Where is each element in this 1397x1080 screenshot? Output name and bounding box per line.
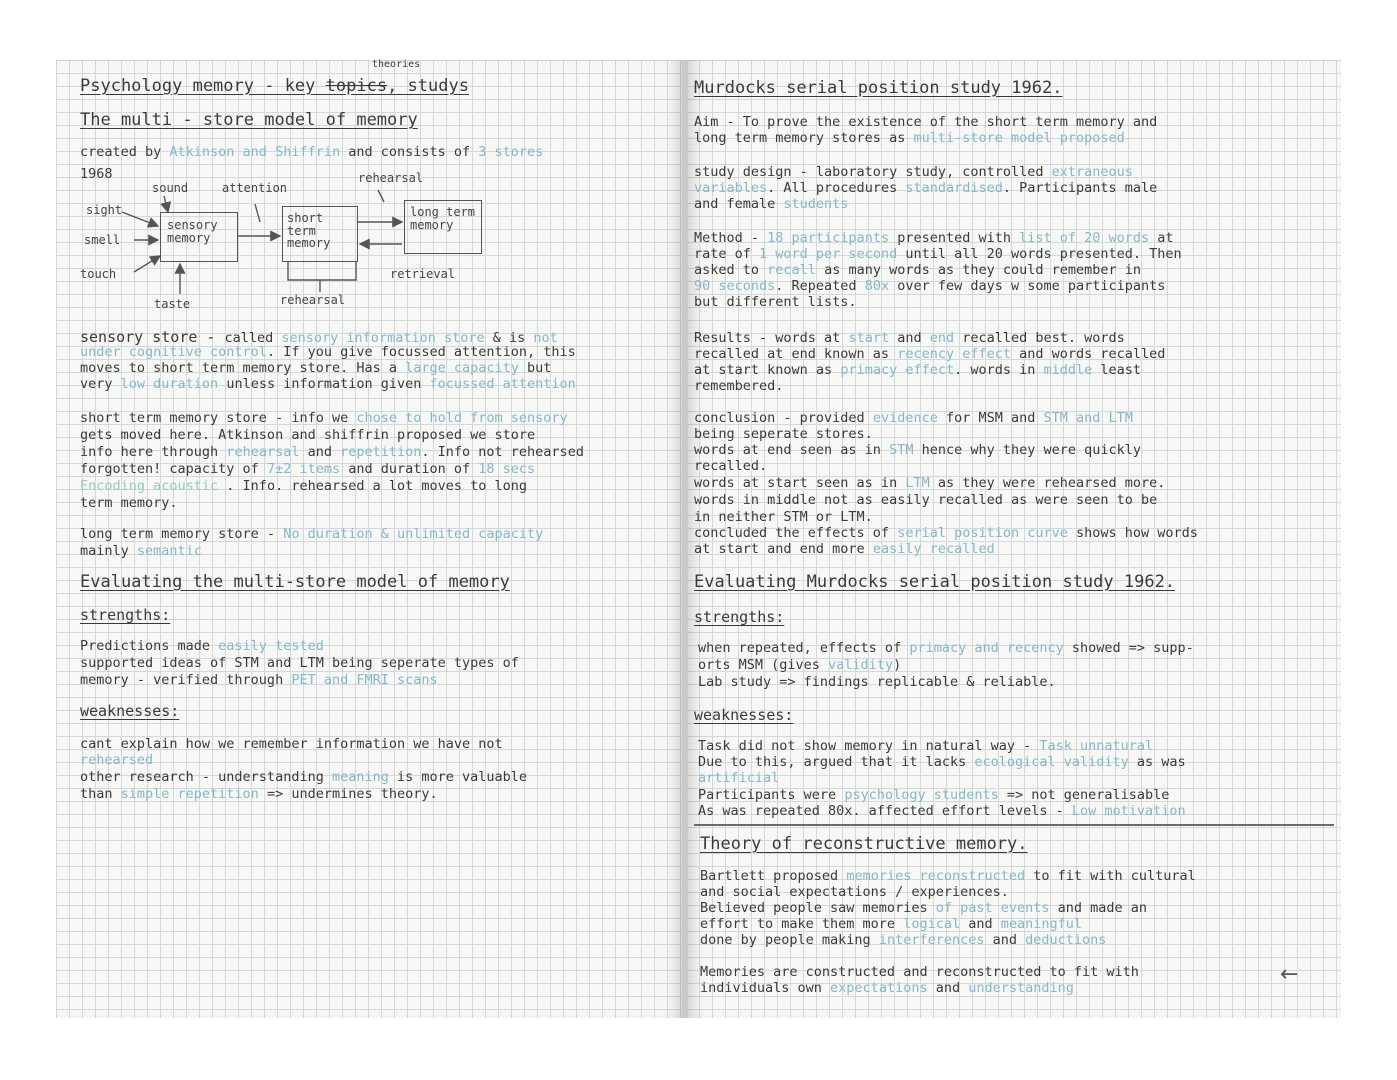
strength-text: orts MSM (gives (698, 657, 829, 673)
recon-highlight: expectations (830, 980, 928, 996)
sensory-highlight: under cognitive control (80, 344, 267, 360)
recon-highlight: interferences (878, 932, 985, 948)
left-weakness-line-2: rehearsed (80, 752, 154, 768)
recon-highlight: deductions (1025, 932, 1107, 948)
conclusion-line-5 (694, 477, 1165, 491)
stm-line-4 (80, 463, 535, 477)
sensory-text: very (80, 376, 121, 392)
results-text: recalled at end known as (694, 346, 898, 362)
created-highlight: 3 stores (478, 144, 544, 160)
right-weakness-line-1 (698, 740, 1153, 754)
aim-text: long term memory stores as (694, 130, 914, 146)
input-taste: taste (154, 297, 191, 311)
aim-line-2 (694, 132, 1125, 146)
rehearsal-pointer (378, 190, 384, 202)
design-text: study design - laboratory study, controlled (694, 164, 1052, 180)
sensory-line-3 (80, 362, 551, 376)
recon-text: effort to make them more (700, 916, 904, 932)
weakness-text: Participants were (698, 787, 845, 803)
stm-highlight: repetition (340, 444, 422, 460)
sensory-highlight: low duration (120, 376, 219, 392)
conclusion-line-4: recalled. (694, 458, 768, 474)
stm-line-5 (80, 480, 527, 494)
conclusion-highlight: easily recalled (872, 541, 995, 557)
weakness-text: is more valuable (388, 769, 528, 785)
weakness-highlight: Low motivation (1071, 803, 1186, 819)
arrow-sound (164, 196, 168, 212)
recon-text: and (927, 980, 969, 996)
stm-text: forgotten! capacity of (80, 461, 267, 477)
attention-label: attention (222, 181, 288, 195)
stm-text: info we (291, 410, 357, 426)
stm-text: info here through (80, 444, 227, 460)
sensory-text: . If you give focussed attention, this (266, 344, 576, 360)
stm-text: . Info not rehearsed (421, 444, 584, 460)
input-sight: sight (86, 203, 123, 217)
weakness-text: => undermines theory. (258, 786, 438, 802)
recon-heading: Theory of reconstructive memory. (700, 834, 1028, 854)
conclusion-text: words at end seen as in (694, 442, 890, 458)
left-strength-line-3 (80, 674, 438, 688)
recon-text: and made an (1049, 900, 1148, 916)
stm-highlight: 18 secs (478, 461, 536, 477)
sensory-label: sensory store - (80, 328, 225, 346)
sensory-text: unless information given (218, 376, 430, 392)
input-sound: sound (152, 181, 189, 195)
weakness-text: Due to this, argued that it lacks (698, 754, 975, 770)
design-line-1 (694, 166, 1133, 180)
conclusion-line-1 (694, 412, 1133, 426)
sensory-highlight: not (533, 330, 558, 346)
input-touch: touch (80, 267, 117, 281)
conclusion-text: shows how words (1067, 525, 1198, 541)
conclusion-text: conclusion - provided (694, 410, 873, 426)
left-weaknesses-heading: weaknesses: (80, 702, 180, 720)
right-eval-heading: Evaluating Murdocks serial position study 1962. (694, 572, 1176, 592)
results-highlight: recency effect (897, 346, 1011, 362)
method-line-2 (694, 248, 1182, 262)
recon-text: individuals own (700, 980, 831, 996)
method-line-4 (694, 280, 1165, 294)
recon-highlight: meaningful (1000, 916, 1083, 932)
recon-highlight: logical (903, 916, 961, 932)
stm-text: . Info. rehearsed a lot moves to long (218, 478, 528, 494)
conclusion-text: at start and end more (694, 541, 873, 557)
design-highlight: variables (694, 180, 768, 196)
method-line-1 (694, 232, 1174, 246)
conclusion-line-7: in neither STM or LTM. (694, 509, 873, 525)
ltm-line-2 (80, 545, 202, 559)
stm-label: short term memory (287, 211, 331, 251)
attention-pointer (255, 204, 260, 222)
conclusion-highlight: LTM (905, 475, 930, 491)
conclusion-text: words at start seen as in (694, 475, 906, 491)
arrow-touch (134, 256, 160, 272)
recon-highlight: of past events (935, 900, 1050, 916)
title-text: Psychology memory - key (80, 76, 326, 96)
results-highlight: start (848, 330, 890, 346)
strength-text: Predictions made (80, 638, 219, 654)
arrow-sight (122, 212, 158, 226)
conclusion-highlight: STM and LTM (1043, 410, 1133, 426)
recon-line-6: Memories are constructed and reconstructed to fit with (700, 964, 1139, 980)
design-line-3 (694, 198, 848, 212)
method-text: until all 20 words presented. Then (897, 246, 1182, 262)
method-text: . Repeated (775, 278, 865, 294)
recon-line-3 (700, 902, 1147, 916)
right-weakness-line-4 (698, 789, 1169, 803)
input-smell: smell (84, 233, 121, 247)
sensory-highlight: large capacity (405, 360, 519, 376)
method-line-5: but different lists. (694, 294, 857, 310)
rehearsal-top-label: rehearsal (358, 171, 424, 185)
weakness-text: than (80, 786, 121, 802)
method-text: as many words as they could remember in (815, 262, 1142, 278)
sensory-text: & is (484, 330, 534, 346)
ltm-label: long term memory (410, 205, 476, 232)
aim-highlight: multi-store model proposed (913, 130, 1125, 146)
stm-text: and (299, 444, 341, 460)
method-highlight: recall (767, 262, 816, 278)
left-eval-heading: Evaluating the multi-store model of memory (80, 572, 510, 592)
sensory-text: called (224, 330, 282, 346)
retrieval-label: retrieval (390, 267, 456, 281)
results-text: Results - words at (694, 330, 849, 346)
created-text: and consists of (340, 144, 479, 160)
method-highlight: 80x (864, 278, 890, 294)
strength-highlight: PET and FMRI scans (291, 672, 438, 688)
method-highlight: 18 participants (767, 230, 890, 246)
design-text: . Participants male (1002, 180, 1158, 196)
results-highlight: middle (1043, 362, 1093, 378)
right-weakness-line-3: artificial (698, 770, 780, 786)
ltm-highlight: semantic (136, 543, 202, 559)
method-text: Method - (694, 230, 768, 246)
conclusion-line-9 (694, 543, 995, 557)
rehearsal-bottom-label: rehearsal (280, 293, 346, 307)
sensory-line-2 (80, 346, 576, 360)
recon-text: Believed people saw memories (700, 900, 936, 916)
results-line-3 (694, 364, 1141, 378)
weakness-highlight: simple repetition (120, 786, 259, 802)
sensory-line-4 (80, 378, 576, 392)
left-weakness-line-3 (80, 771, 527, 785)
left-weakness-line-1: cant explain how we remember information we have not (80, 736, 503, 752)
right-strength-line-1 (698, 642, 1194, 656)
method-text: presented with (889, 230, 1020, 246)
created-year: 1968 (80, 166, 113, 182)
results-text: and words recalled (1011, 346, 1166, 362)
ltm-text: mainly (80, 543, 137, 559)
strength-highlight: validity (828, 657, 894, 673)
design-line-2 (694, 182, 1157, 196)
sensory-text: moves to short term memory store. Has a (80, 360, 406, 376)
stm-highlight: Encoding acoustic (80, 478, 219, 494)
conclusion-text: hence why they were quickly (913, 442, 1142, 458)
sensory-highlight: focussed attention (429, 376, 576, 392)
title-struck-word: topics (325, 76, 388, 96)
results-text: . words in (954, 362, 1044, 378)
title-insertion: theories (372, 59, 421, 70)
method-text: over few days w some participants (889, 278, 1166, 294)
conclusion-text: for MSM and (937, 410, 1044, 426)
recon-highlight: memories reconstructed (846, 868, 1026, 884)
method-line-3 (694, 264, 1141, 278)
left-strength-line-1 (80, 640, 324, 654)
stm-label-text: short term memory store - (80, 410, 292, 426)
conclusion-highlight: serial position curve (897, 525, 1068, 541)
right-strengths-heading: strengths: (694, 608, 785, 626)
strength-text: memory - verified through (80, 672, 292, 688)
conclusion-highlight: STM (889, 442, 914, 458)
results-line-1 (694, 332, 1125, 346)
ltm-text: long term memory store - (80, 526, 284, 542)
ltm-line-1 (80, 528, 543, 542)
rehearsal-loop (288, 262, 356, 280)
recon-text: and (984, 932, 1026, 948)
recon-line-5 (700, 934, 1106, 948)
weakness-highlight: meaning (331, 769, 389, 785)
conclusion-line-6: words in middle not as easily recalled as were seen to be (694, 492, 1158, 508)
design-text: and female (694, 196, 784, 212)
right-weaknesses-heading: weaknesses: (694, 706, 794, 724)
notebook-fold (682, 60, 688, 1018)
method-text: rate of (694, 246, 760, 262)
right-page-title: Murdocks serial position study 1962. (694, 78, 1063, 98)
stm-text: and duration of (340, 461, 479, 477)
right-weakness-line-5 (698, 805, 1186, 819)
design-text: . All procedures (767, 180, 906, 196)
design-highlight: extraneous (1051, 164, 1133, 180)
conclusion-line-2: being seperate stores. (694, 426, 873, 442)
created-highlight: Atkinson and Shiffrin (169, 144, 341, 160)
conclusion-line-3 (694, 444, 1141, 458)
results-text: least (1092, 362, 1142, 378)
method-highlight: 1 word per second (759, 246, 898, 262)
stm-highlight: chose to hold from sensory (356, 410, 568, 426)
strength-highlight: primacy and recency (909, 640, 1064, 656)
sensory-memory-label: sensory memory (167, 218, 218, 245)
results-line-2 (694, 348, 1165, 362)
design-highlight: students (783, 196, 849, 212)
stm-line-3 (80, 446, 584, 460)
recon-text: done by people making (700, 932, 879, 948)
method-highlight: list of 20 words (1019, 230, 1150, 246)
weakness-highlight: ecological validity (974, 754, 1129, 770)
right-weakness-line-2 (698, 756, 1186, 770)
diagram-arrows (0, 0, 560, 320)
stm-highlight: 7±2 items (266, 461, 341, 477)
recon-line-7 (700, 982, 1074, 996)
left-weakness-line-4 (80, 788, 438, 802)
results-text: at start known as (694, 362, 841, 378)
left-strength-line-2: supported ideas of STM and LTM being seperate types of (80, 655, 519, 671)
stm-line-1 (80, 412, 568, 426)
strength-highlight: easily tested (218, 638, 324, 654)
recon-text: Bartlett proposed (700, 868, 847, 884)
stm-highlight: rehearsal (226, 444, 300, 460)
recon-text: and (960, 916, 1001, 932)
recon-line-2: and social expectations / experiences. (700, 884, 1009, 900)
sensory-highlight: sensory information store (281, 330, 485, 346)
results-highlight: end (929, 330, 955, 346)
created-text: created by (80, 144, 170, 160)
recon-highlight: understanding (968, 980, 1074, 996)
results-highlight: primacy effect (840, 362, 955, 378)
sensory-text: but (518, 360, 552, 376)
method-highlight: 90 seconds (694, 278, 776, 294)
conclusion-highlight: evidence (872, 410, 938, 426)
recon-line-4 (700, 918, 1082, 932)
recon-line-1 (700, 870, 1196, 884)
strength-text: showed => supp- (1063, 640, 1194, 656)
weakness-text: => not generalisable (998, 787, 1170, 803)
ltm-highlight: No duration & unlimited capacity (283, 526, 544, 542)
method-text: asked to (694, 262, 768, 278)
strength-text: ) (893, 657, 902, 673)
stm-line-6: term memory. (80, 495, 178, 511)
design-highlight: standardised (905, 180, 1003, 196)
section-divider (694, 824, 1334, 826)
right-strength-line-2 (698, 659, 901, 673)
title-text-end: , studys (387, 76, 469, 96)
conclusion-line-8 (694, 527, 1198, 541)
left-strengths-heading: strengths: (80, 606, 171, 624)
aim-line-1: Aim - To prove the existence of the short term memory and (694, 114, 1158, 130)
strength-text: when repeated, effects of (698, 640, 910, 656)
results-text: recalled best. words (954, 330, 1125, 346)
weakness-highlight: psychology students (844, 787, 999, 803)
stm-line-2: gets moved here. Atkinson and shiffrin proposed we store (80, 427, 536, 443)
results-text: and (889, 330, 930, 346)
conclusion-text: as they were rehearsed more. (929, 475, 1166, 491)
weakness-text: Task did not show memory in natural way - (698, 738, 1040, 754)
recon-text: to fit with cultural (1025, 868, 1196, 884)
conclusion-text: concluded the effects of (694, 525, 898, 541)
arrow-left-icon: ← (1280, 962, 1299, 987)
results-line-4: remembered. (694, 378, 784, 394)
msm-heading: The multi - store model of memory (80, 110, 418, 130)
method-text: at (1149, 230, 1174, 246)
right-strength-line-3: Lab study => findings replicable & reliable. (698, 674, 1056, 690)
weakness-highlight: Task unnatural (1039, 738, 1154, 754)
weakness-text: As was repeated 80x. affected effort levels - (698, 803, 1072, 819)
weakness-text: as was (1128, 754, 1186, 770)
weakness-text: other research - understanding (80, 769, 332, 785)
